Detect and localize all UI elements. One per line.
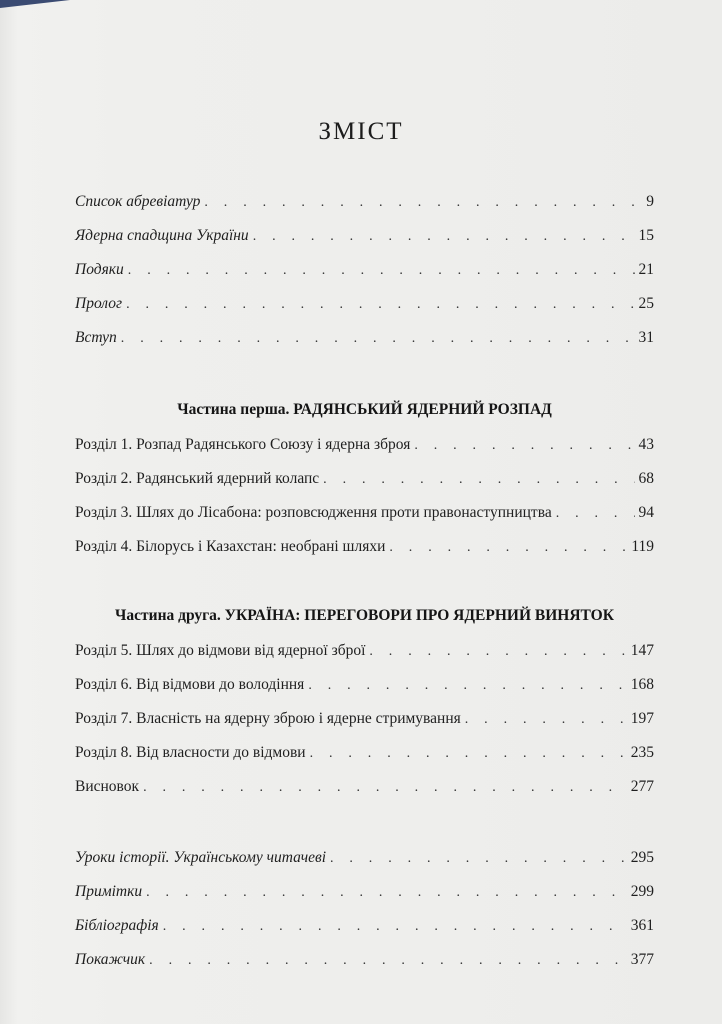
toc-page-number: 15 (638, 227, 654, 244)
toc-entry-label: Розділ 6. Від відмови до володіння (75, 676, 305, 693)
toc-entry[interactable] (75, 294, 654, 328)
dot-leader (330, 849, 627, 869)
toc-page-number: 299 (630, 883, 654, 900)
dot-leader (128, 261, 635, 281)
toc-entry[interactable] (75, 192, 654, 226)
toc-page-number: 25 (638, 295, 654, 312)
front-matter-list (75, 192, 654, 362)
toc-page-number: 9 (646, 193, 654, 210)
page-title: ЗМІСТ (318, 118, 404, 145)
part-one-section (75, 399, 654, 571)
part-one-heading: Частина перша. РАДЯНСЬКИЙ ЯДЕРНИЙ РОЗПАД (177, 401, 552, 418)
toc-entry-label: Пролог (75, 295, 123, 312)
toc-page-number: 119 (631, 538, 654, 555)
cover-edge (0, 0, 70, 8)
toc-entry-label: Покажчик (75, 951, 146, 968)
toc-page-number: 168 (630, 676, 654, 693)
toc-page-number: 277 (630, 778, 654, 795)
toc-entry-label: Список абревіатур (75, 193, 201, 210)
toc-entry[interactable] (75, 641, 654, 675)
toc-entry-label: Уроки історії. Українському читачеві (75, 849, 326, 866)
toc-entry-label: Висновок (75, 778, 140, 795)
part-two-heading: Частина друга. УКРАЇНА: ПЕРЕГОВОРИ ПРО ЯДЕРНИЙ ВИНЯТОК (115, 607, 614, 624)
dot-leader (163, 917, 627, 937)
toc-page-number: 21 (638, 261, 654, 278)
toc-entry[interactable] (75, 882, 654, 916)
toc-entry-label: Примітки (75, 883, 143, 900)
toc-entry[interactable] (75, 537, 654, 571)
back-matter-list (75, 848, 654, 984)
toc-page-number: 197 (630, 710, 654, 727)
toc-entry-label: Розділ 7. Власність на ядерну зброю і ядерне стримування (75, 710, 461, 727)
toc-entry-label: Розділ 8. Від власности до відмови (75, 744, 306, 761)
toc-entry[interactable] (75, 848, 654, 882)
toc-entry-label: Ядерна спадщина України (75, 227, 249, 244)
toc-entry-label: Вступ (75, 329, 117, 346)
toc-entry-label: Розділ 5. Шлях до відмови від ядерної зброї (75, 642, 366, 659)
toc-entry[interactable] (75, 503, 654, 537)
toc-entry-label: Розділ 3. Шлях до Лісабона: розповсюдження проти правонаступництва (75, 504, 552, 521)
dot-leader (308, 676, 626, 696)
toc-entry[interactable] (75, 675, 654, 709)
toc-entry[interactable] (75, 950, 654, 984)
dot-leader (204, 193, 636, 213)
dot-leader (126, 295, 634, 315)
toc-page-number: 147 (630, 642, 654, 659)
dot-leader (146, 883, 627, 903)
dot-leader (414, 436, 634, 456)
dot-leader (143, 778, 627, 798)
dot-leader (556, 504, 635, 524)
toc-page-number: 31 (638, 329, 654, 346)
dot-leader (149, 951, 627, 971)
dot-leader (121, 329, 635, 349)
toc-entry[interactable] (75, 916, 654, 950)
toc-entry[interactable] (75, 328, 654, 362)
toc-page-number: 295 (630, 849, 654, 866)
toc-entry[interactable] (75, 709, 654, 743)
toc-page-number: 43 (638, 436, 654, 453)
toc-entry[interactable] (75, 226, 654, 260)
dot-leader (310, 744, 627, 764)
toc-entry-label: Розділ 1. Розпад Радянського Союзу і ядерна зброя (75, 436, 411, 453)
toc-page-number: 68 (638, 470, 654, 487)
toc-page-number: 94 (638, 504, 654, 521)
dot-leader (253, 227, 635, 247)
dot-leader (389, 538, 627, 558)
dot-leader (465, 710, 627, 730)
toc-entry-label: Розділ 2. Радянський ядерний колапс (75, 470, 320, 487)
toc-entry[interactable] (75, 469, 654, 503)
toc-entry[interactable] (75, 777, 654, 811)
dot-leader (369, 642, 626, 662)
part-two-section (75, 605, 654, 811)
toc-entry-label: Розділ 4. Білорусь і Казахстан: необрані шляхи (75, 538, 386, 555)
toc-entry[interactable] (75, 260, 654, 294)
toc-page-number: 361 (630, 917, 654, 934)
toc-entry[interactable] (75, 435, 654, 469)
toc-entry-label: Бібліографія (75, 917, 159, 934)
toc-entry-label: Подяки (75, 261, 124, 278)
dot-leader (323, 470, 634, 490)
toc-page-number: 377 (630, 951, 654, 968)
toc-page-number: 235 (630, 744, 654, 761)
toc-entry[interactable] (75, 743, 654, 777)
